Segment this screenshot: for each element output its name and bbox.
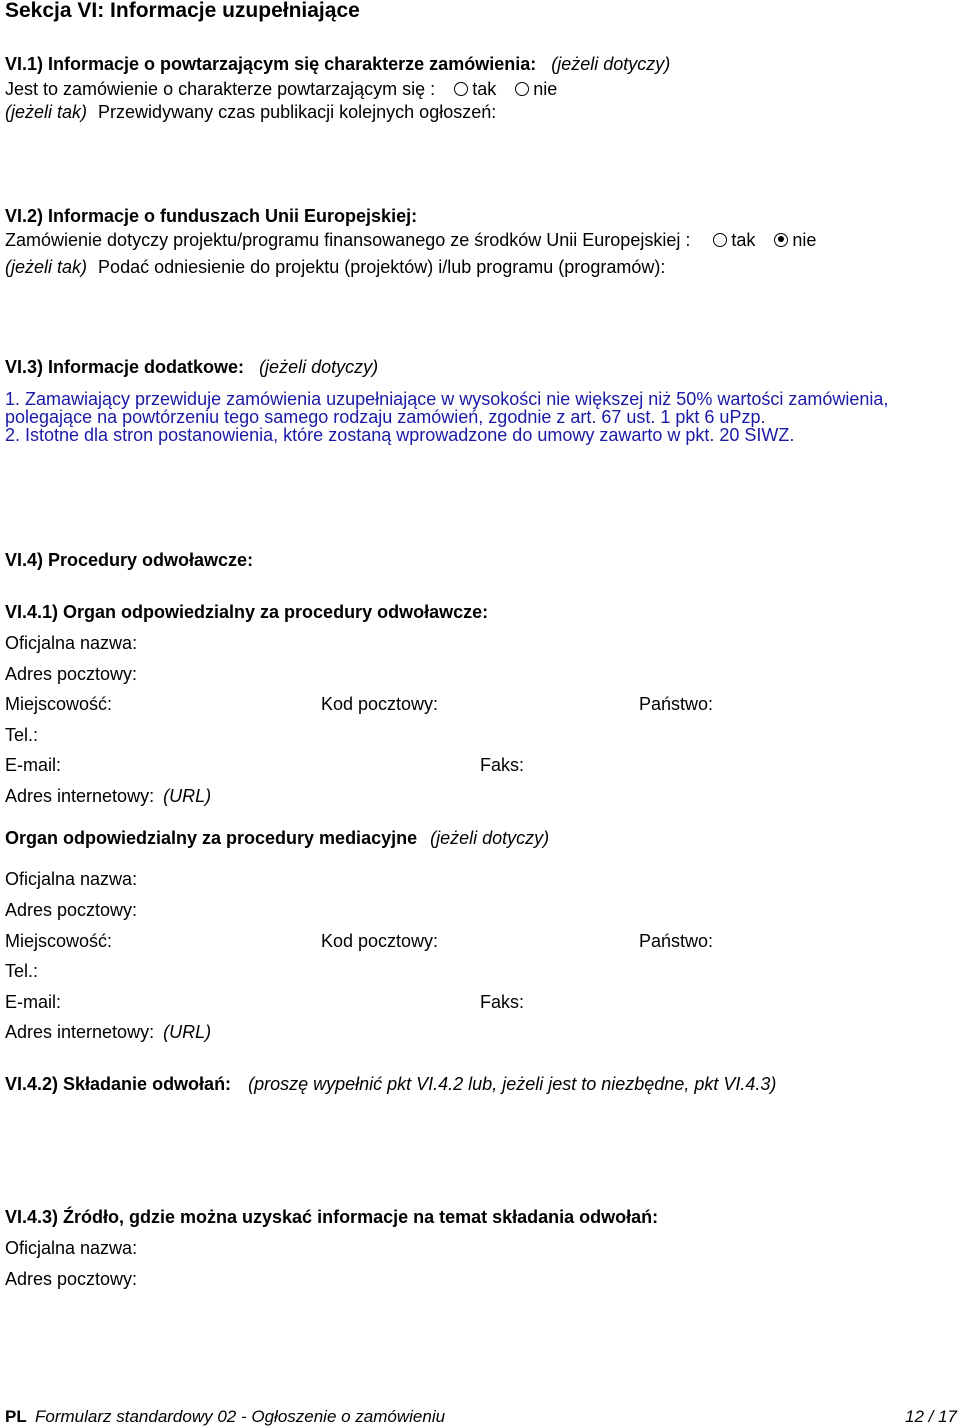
vi3-text-line-3: 2. Istotne dla stron postanowienia, które zostaną wprowadzone do umowy zawarto w pkt. 20 SIWZ. — [5, 425, 795, 445]
email-label: E-mail: — [5, 755, 62, 775]
fax-label: Faks: — [480, 992, 525, 1012]
vi3-heading: VI.3) Informacje dodatkowe: — [5, 357, 245, 377]
vi2-question-line — [5, 229, 816, 251]
vi1-option-yes[interactable] — [454, 78, 496, 100]
page-footer — [5, 1407, 957, 1427]
postal-code-label: Kod pocztowy: — [321, 694, 439, 714]
radio-unchecked-icon[interactable] — [454, 82, 468, 96]
mediation-heading: Organ odpowiedzialny za procedury mediacyjne — [5, 828, 418, 848]
vi3-heading-line — [5, 356, 378, 378]
vi1-heading: VI.1) Informacje o powtarzającym się charakterze zamówienia: — [5, 54, 537, 74]
town-label: Miejscowość: — [5, 694, 113, 714]
vi42-heading-line — [5, 1073, 776, 1095]
radio-unchecked-icon[interactable] — [515, 82, 529, 96]
url-label: Adres internetowy: — [5, 786, 155, 806]
vi4-heading: VI.4) Procedury odwoławcze: — [5, 550, 254, 570]
vi2-option-yes-label: tak — [731, 230, 756, 250]
vi3-text-line-2: polegające na powtórzeniu tego samego rodzaju zamówień, zgodnie z art. 67 ust. 1 pkt 6 uPzp. — [5, 407, 766, 427]
official-name-label: Oficjalna nazwa: — [5, 869, 138, 889]
section-title: Sekcja VI: Informacje uzupełniające — [5, 0, 360, 22]
vi43-heading: VI.4.3) Źródło, gdzie można uzyskać informacje na temat składania odwołań: — [5, 1207, 659, 1227]
country-label: Państwo: — [639, 931, 714, 951]
vi2-heading: VI.2) Informacje o funduszach Unii Europejskiej: — [5, 206, 418, 226]
postal-code-label: Kod pocztowy: — [321, 931, 439, 951]
postal-address-label: Adres pocztowy: — [5, 900, 138, 920]
vi1-option-no[interactable] — [515, 78, 557, 100]
country-label: Państwo: — [639, 694, 714, 714]
footer-form-title: Formularz standardowy 02 - Ogłoszenie o zamówieniu — [35, 1407, 446, 1426]
radio-unchecked-icon[interactable] — [713, 233, 727, 247]
vi2-followup-line — [5, 256, 665, 278]
radio-checked-icon[interactable] — [774, 233, 788, 247]
vi1-option-yes-label: tak — [472, 79, 497, 99]
tel-label: Tel.: — [5, 725, 39, 745]
vi2-option-no[interactable] — [774, 229, 816, 251]
tel-label: Tel.: — [5, 961, 39, 981]
mediation-heading-line — [5, 827, 549, 849]
url-note: (URL) — [163, 1022, 212, 1042]
vi1-followup-text: Przewidywany czas publikacji kolejnych ogłoszeń: — [98, 102, 497, 122]
vi2-option-yes[interactable] — [713, 229, 755, 251]
vi1-followup-prefix: (jeżeli tak) — [5, 102, 88, 122]
vi41-heading: VI.4.1) Organ odpowiedzialny za procedury odwoławcze: — [5, 602, 489, 622]
vi2-question: Zamówienie dotyczy projektu/programu finansowanego ze środków Unii Europejskiej : — [5, 230, 691, 250]
vi3-heading-note: (jeżeli dotyczy) — [259, 357, 379, 377]
official-name-label: Oficjalna nazwa: — [5, 633, 138, 653]
vi2-option-no-label: nie — [792, 230, 817, 250]
url-label: Adres internetowy: — [5, 1022, 155, 1042]
vi1-option-no-label: nie — [533, 79, 558, 99]
vi42-heading-note: (proszę wypełnić pkt VI.4.2 lub, jeżeli jest to niezbędne, pkt VI.4.3) — [248, 1074, 777, 1094]
vi2-followup-prefix: (jeżeli tak) — [5, 257, 88, 277]
postal-address-label: Adres pocztowy: — [5, 1269, 138, 1289]
url-line — [5, 785, 211, 807]
town-label: Miejscowość: — [5, 931, 113, 951]
vi3-text-line-1: 1. Zamawiający przewiduje zamówienia uzupełniające w wysokości nie większej niż 50% wartości zamówienia, — [5, 389, 889, 409]
vi2-followup-text: Podać odniesienie do projektu (projektów) i/lub programu (programów): — [98, 257, 666, 277]
mediation-heading-note: (jeżeli dotyczy) — [430, 828, 550, 848]
vi1-heading-note: (jeżeli dotyczy) — [551, 54, 671, 74]
postal-address-label: Adres pocztowy: — [5, 664, 138, 684]
official-name-label: Oficjalna nazwa: — [5, 1238, 138, 1258]
vi1-heading-line — [5, 53, 670, 75]
footer-lang: PL — [5, 1407, 27, 1426]
fax-label: Faks: — [480, 755, 525, 775]
url-line — [5, 1021, 211, 1043]
vi42-heading: VI.4.2) Składanie odwołań: — [5, 1074, 232, 1094]
vi1-question-line — [5, 78, 557, 100]
vi1-followup-line — [5, 101, 496, 123]
url-note: (URL) — [163, 786, 212, 806]
vi1-question: Jest to zamówienie o charakterze powtarzającym się : — [5, 79, 436, 99]
footer-page-number: 12 / 17 — [905, 1407, 957, 1426]
email-label: E-mail: — [5, 992, 62, 1012]
